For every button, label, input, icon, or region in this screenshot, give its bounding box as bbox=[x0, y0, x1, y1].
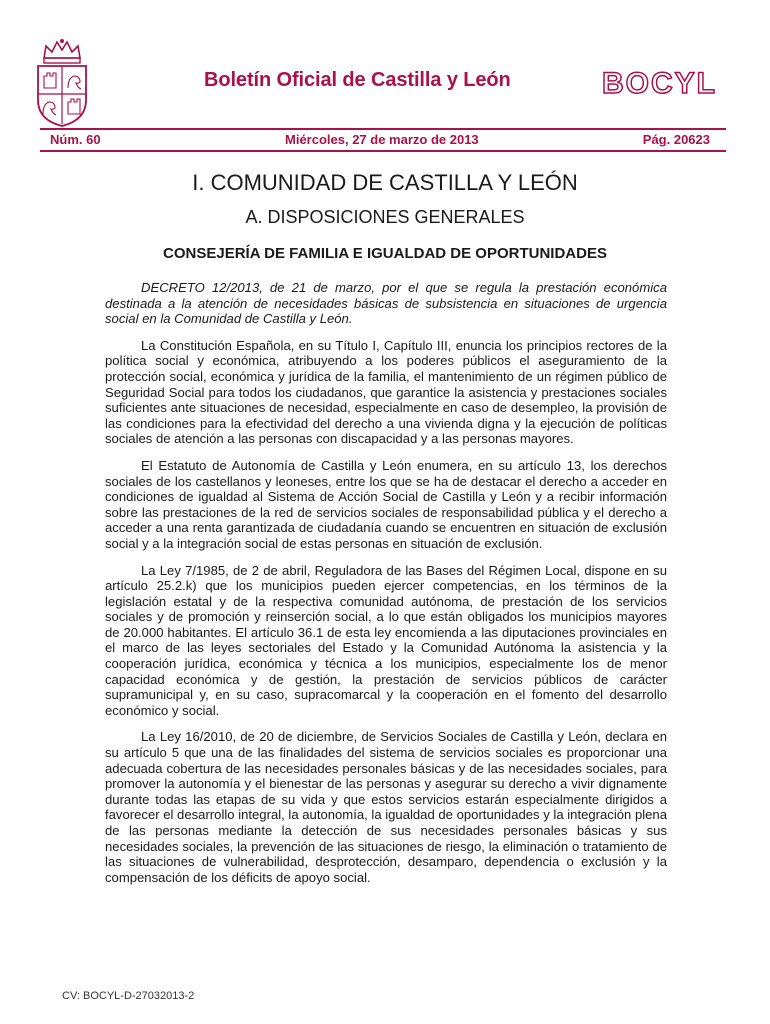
ministry-heading: CONSEJERÍA DE FAMILIA E IGUALDAD DE OPORTUNIDADES bbox=[163, 245, 607, 262]
body-paragraph: La Ley 7/1985, de 2 de abril, Reguladora de las Bases del Régimen Local, dispone en su artículo 25.2.k) que los municipios pueden ejercer competencias, en los términos de la legislación estatal y de la respectiva comunidad autónoma, de prestación de los servicios sociales y de promoción y reinserción social, a lo que están obligados los municipios mayores de 20.000 habitantes. El artículo 36.1 de esta ley encomienda a las diputaciones provinciales en el marco de las leyes sectoriales del Estado y la Comunidad Autónoma la asistencia y la cooperación jurídica, económica y técnica a los municipios, especialmente los de menor capacidad económica y de gestión, la prestación de servicios públicos de carácter supramunicipal y, en su caso, supracomarcal y la cooperación en el fomento del desarrollo económico y social. bbox=[105, 562, 667, 718]
decree-title: DECRETO 12/2013, de 21 de marzo, por el que se regula la prestación económica destinada a la atención de necesidades básicas de subsistencia en situaciones de urgencia social en la Comunidad de Castilla y León. bbox=[105, 280, 667, 327]
body-paragraph: La Constitución Española, en su Título I, Capítulo III, enuncia los principios rectores de la política social y económica, atribuyendo a los poderes públicos el aseguramiento de la protección social, económica y jurídica de la familia, el mantenimiento de un régimen público de Seguridad Social para todos los ciudadanos, que garantice la asistencia y prestaciones sociales suficientes ante situaciones de necesidad, especialmente en caso de desempleo, la provisión de las condiciones para la efectividad del derecho a una vivienda digna y la ejecución de políticas sociales de atención a las personas con discapacidad y a las personas mayores. bbox=[105, 337, 667, 447]
body-paragraph: El Estatuto de Autonomía de Castilla y León enumera, en su artículo 13, los derechos sociales de los castellanos y leoneses, entre los que se ha de destacar el derecho a acceder en condiciones de igualdad al Sistema de Acción Social de Castilla y León y a recibir información sobre las prestaciones de la red de servicios sociales de responsabilidad pública y el derecho a acceder a una renta garantizada de ciudadanía cuando se encuentren en situación de exclusión social y a la integración social de estas personas en situación de exclusión. bbox=[105, 457, 667, 551]
issue-date: Miércoles, 27 de marzo de 2013 bbox=[285, 132, 479, 147]
bocyl-logo-text: BOCYL bbox=[602, 67, 717, 100]
issue-number: Núm. 60 bbox=[50, 132, 101, 147]
section-heading: I. COMUNIDAD DE CASTILLA Y LEÓN bbox=[192, 170, 578, 195]
subsection-heading: A. DISPOSICIONES GENERALES bbox=[245, 207, 525, 227]
issue-meta-bar bbox=[40, 128, 726, 152]
verification-code: CV: BOCYL-D-27032013-2 bbox=[62, 990, 195, 1002]
bocyl-logo bbox=[600, 64, 730, 100]
body-paragraph: La Ley 16/2010, de 20 de diciembre, de Servicios Sociales de Castilla y León, declara en su artículo 5 que una de las finalidades del sistema de servicios sociales es proporcionar una adecuada cobertura de las necesidades personales básicas y de las necesidades sociales, para promover la autonomía y el bienestar de las personas y asegurar su derecho a vivir dignamente durante todas las etapas de su vida y que estos servicios estarán especialmente dirigidos a favorecer el desarrollo integral, la autonomía, la igualdad de oportunidades y la integración plena de las personas mediante la detección de sus necesidades personales básicas y sus necesidades sociales, la prevención de las situaciones de riesgo, la eliminación o tratamiento de las situaciones de vulnerabilidad, desprotección, desamparo, dependencia o exclusión y la compensación de los déficits de apoyo social. bbox=[105, 729, 667, 885]
document-body bbox=[105, 280, 667, 896]
page-number: Pág. 20623 bbox=[642, 132, 710, 147]
castilla-y-leon-coat-of-arms-icon bbox=[32, 38, 92, 128]
bulletin-title: Boletín Oficial de Castilla y León bbox=[204, 69, 511, 91]
